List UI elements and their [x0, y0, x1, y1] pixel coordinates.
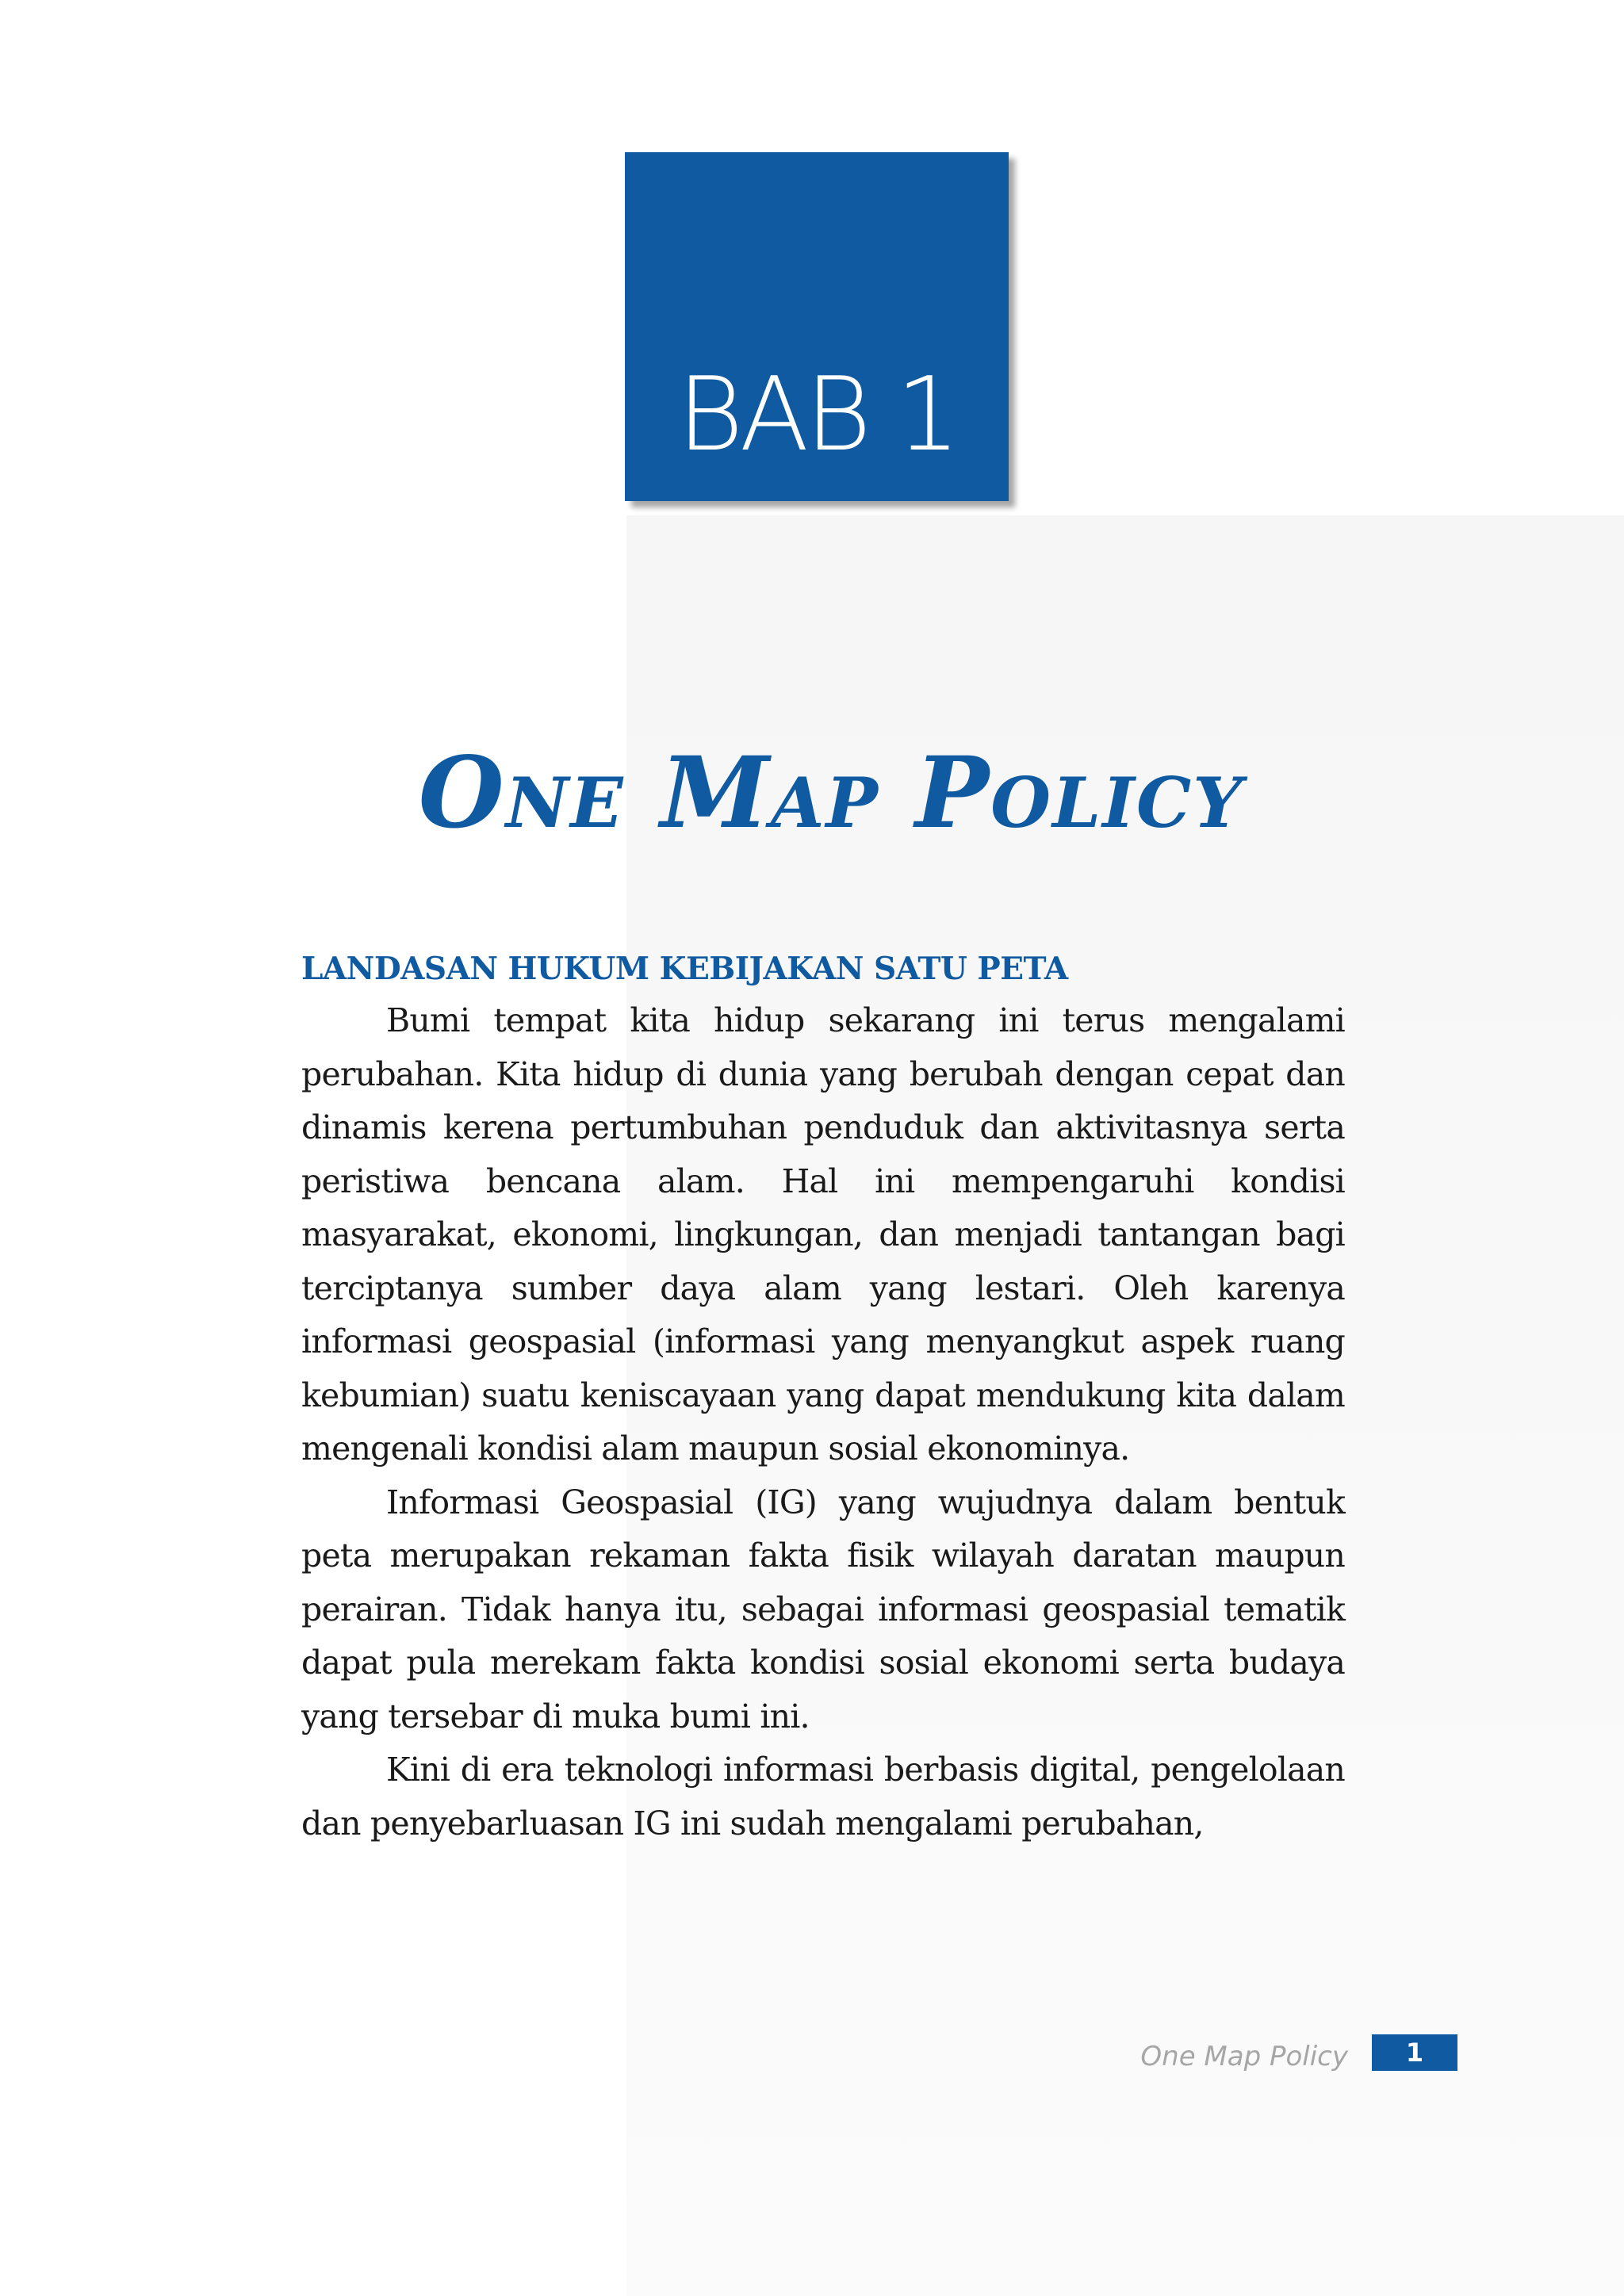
chapter-label: BAB 1 [676, 356, 957, 474]
page-number: 1 [1372, 2034, 1457, 2071]
footer-running-title: One Map Policy [1140, 2041, 1348, 2072]
chapter-title: One Map Policy [418, 736, 1244, 851]
body-paragraph: Bumi tempat kita hidup sekarang ini terus mengalami perubahan. Kita hidup di dunia yang berubah dengan cepat dan dinamis kerena pertumbuhan penduduk dan aktivitasnya serta peristiwa bencana alam. Hal ini mempengaruhi kondisi masyarakat, ekonomi, lingkungan, dan menjadi tantangan bagi terciptanya sumber daya alam yang lestari. Oleh karenya informasi geospasial (informasi yang menyangkut aspek ruang kebumian) suatu keniscayaan yang dapat mendukung kita dalam mengenali kondisi alam maupun sosial ekonominya. [301, 1001, 1345, 1468]
chapter-badge [625, 152, 1009, 501]
body-paragraph: Kini di era teknologi informasi berbasis digital, pengelolaan dan penyebarluasan IG ini sudah mengalami perubahan, [301, 1751, 1345, 1843]
section-heading: LANDASAN HUKUM KEBIJAKAN SATU PETA [301, 951, 1068, 987]
main-content [301, 947, 1345, 1850]
body-paragraph: Informasi Geospasial (IG) yang wujudnya dalam bentuk peta merupakan rekaman fakta fisik wilayah daratan maupun perairan. Tidak hanya itu, sebagai informasi geospasial tematik dapat pula merekam fakta kondisi sosial ekonomi serta budaya yang tersebar di muka bumi ini. [301, 1483, 1345, 1735]
